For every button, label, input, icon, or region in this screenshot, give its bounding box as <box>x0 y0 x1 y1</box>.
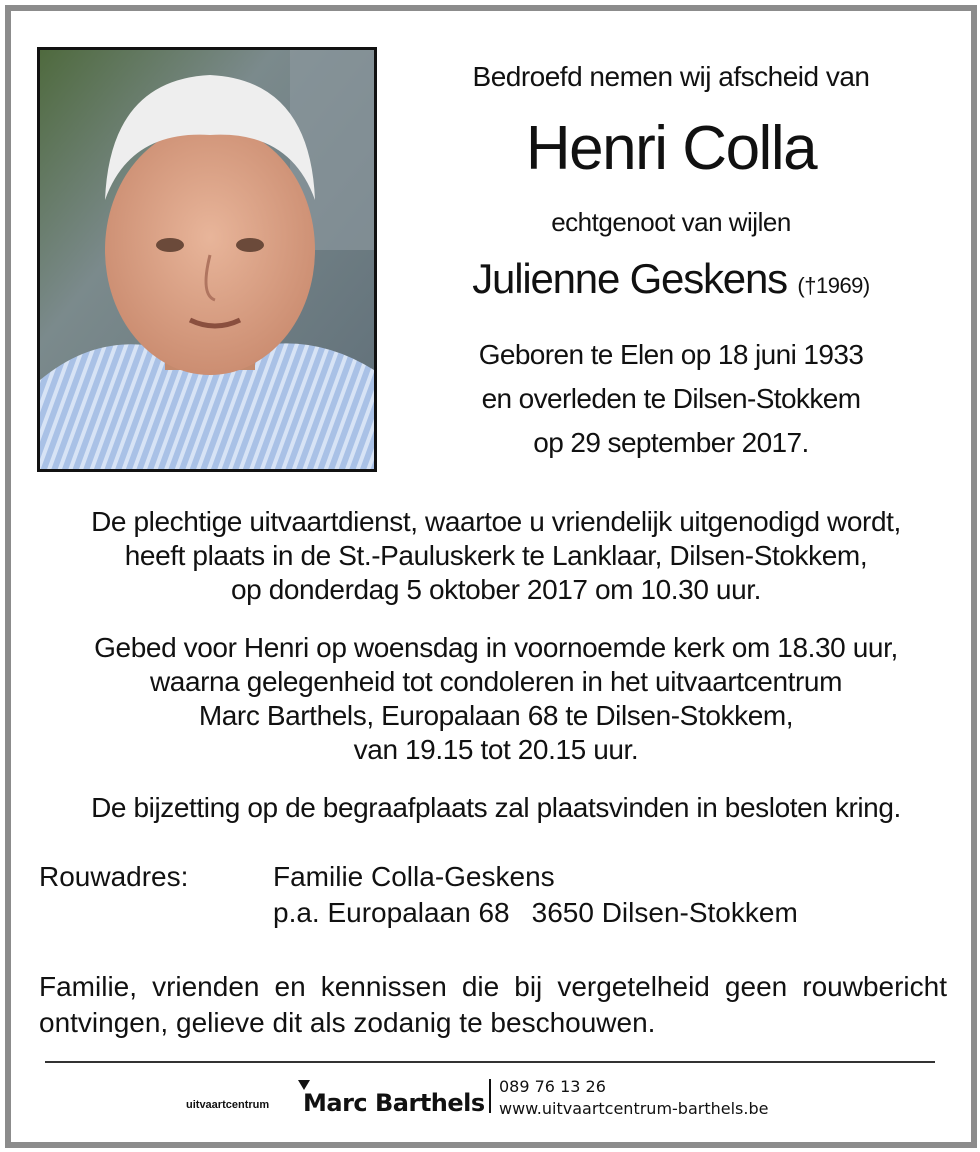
address-street: p.a. Europalaan 68 <box>273 897 510 928</box>
prayer-line: Gebed voor Henri op woensdag in voornoemde kerk om 18.30 uur, <box>94 632 898 663</box>
service-line: op donderdag 5 oktober 2017 om 10.30 uur. <box>230 574 762 605</box>
footer-website: www.uitvaartcentrum-barthels.be <box>499 1099 769 1118</box>
address-label: Rouwadres: <box>39 861 189 892</box>
address-city: 3650 Dilsen-Stokkem <box>531 897 798 928</box>
address-family: Familie Colla-Geskens <box>273 861 555 892</box>
brand-name: Marc Barthels <box>303 1089 485 1117</box>
prayer-line: Marc Barthels, Europalaan 68 te Dilsen-Stokkem, <box>198 700 794 731</box>
portrait-photo <box>37 47 377 472</box>
spouse-name: Julienne Geskens <box>472 255 787 302</box>
life-dates <box>391 333 951 465</box>
prayer-line: waarna gelegenheid tot condoleren in het uitvaartcentrum <box>149 666 843 697</box>
deceased-name: Henri Colla <box>525 114 817 183</box>
birth-line: Geboren te Elen op 18 juni 1933 <box>478 339 864 370</box>
spouse-line <box>391 255 951 303</box>
announcement-card <box>5 5 977 1148</box>
intro-line: Bedroefd nemen wij afscheid van <box>472 61 870 92</box>
footer-phone: 089 76 13 26 <box>499 1077 606 1096</box>
address-street-line <box>273 895 798 931</box>
prayer-paragraph <box>31 631 961 767</box>
brand-small-text: uitvaartcentrum <box>186 1099 270 1111</box>
footer-divider <box>45 1061 935 1063</box>
death-place-line: en overleden te Dilsen-Stokkem <box>481 383 861 414</box>
portrait-image <box>40 50 374 469</box>
service-line: heeft plaats in de St.-Pauluskerk te Lanklaar, Dilsen-Stokkem, <box>124 540 868 571</box>
service-paragraph <box>31 505 961 607</box>
spouse-label: echtgenoot van wijlen <box>551 207 791 237</box>
address-block <box>273 859 798 931</box>
closing-paragraph: Familie, vrienden en kennissen die bij vergetelheid geen rouwbericht ontvingen, gelieve dit als zodanig te beschouwen. <box>39 971 947 1038</box>
footer-separator <box>489 1079 491 1113</box>
prayer-line: van 19.15 tot 20.15 uur. <box>353 734 639 765</box>
death-date-line: op 29 september 2017. <box>533 427 809 458</box>
service-line: De plechtige uitvaartdienst, waartoe u vriendelijk uitgenodigd wordt, <box>91 506 901 537</box>
spouse-death: (†1969) <box>797 273 870 298</box>
burial-paragraph: De bijzetting op de begraafplaats zal plaatsvinden in besloten kring. <box>91 792 901 823</box>
